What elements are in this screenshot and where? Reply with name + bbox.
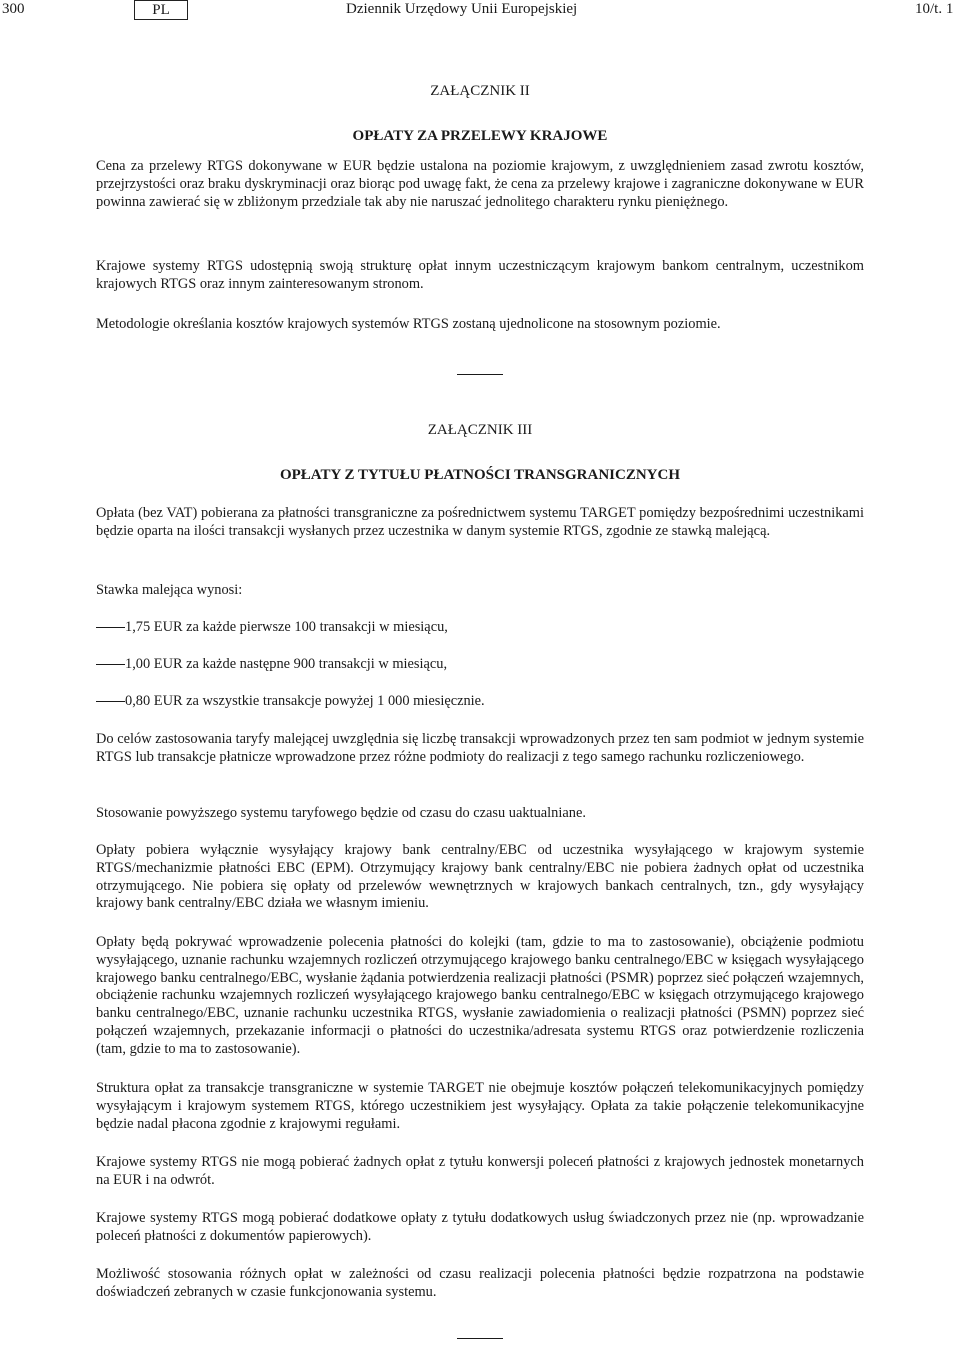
language-badge: PL <box>134 0 188 20</box>
dash-marker <box>96 701 125 702</box>
rate-list-item <box>96 692 864 710</box>
rate-list-item <box>96 655 864 673</box>
rate-text: 1,75 EUR za każde pierwsze 100 transakcji w miesiącu, <box>125 619 448 635</box>
annex-3-paragraph: Krajowe systemy RTGS mogą pobierać dodatkowe opłaty z tytułu dodatkowych usług świadczonych przez nie (np. wprowadzanie poleceń płatności z dokumentów papierowych). <box>96 1210 864 1244</box>
rate-text: 1,00 EUR za każde następne 900 transakcji w miesiącu, <box>125 656 448 672</box>
annex-2-paragraph: Cena za przelewy RTGS dokonywane w EUR będzie ustalona na poziomie krajowym, z uwzględnieniem zasad zwrotu kosztów, przejrzystości oraz braku dyskryminacji oraz biorąc pod uwagę fakt, że cena za przelewy krajowe i zagraniczne dokonywane w EUR powinna zawierać się w zbliżonym przedziale tak aby nie naruszać jednolitego charakteru rynku pieniężnego. <box>96 158 864 210</box>
annex-3-paragraph: Stosowanie powyższego systemu taryfowego będzie od czasu do czasu uaktualniane. <box>96 805 586 821</box>
annex-2-label: ZAŁĄCZNIK II <box>430 83 530 99</box>
annex-2-paragraph: Metodologie określania kosztów krajowych systemów RTGS zostaną ujednolicone na stosownym poziomie. <box>96 316 721 332</box>
page-header <box>0 0 960 22</box>
annex-3-paragraph: Struktura opłat za transakcje transgraniczne w systemie TARGET nie obejmuje kosztów połączeń telekomunikacyjnych pomiędzy wysyłającym i krajowym systemem RTGS, którego uczestnikiem jest wysyłający. Opłata za takie połączenie telekomunikacyjne będzie nadal płacona zgodnie z krajowymi regułami. <box>96 1080 864 1132</box>
section-separator <box>457 374 503 375</box>
rate-text: 0,80 EUR za wszystkie transakcje powyżej 1 000 miesięcznie. <box>125 693 485 709</box>
annex-3-title: OPŁATY Z TYTUŁU PŁATNOŚCI TRANSGRANICZNYCH <box>279 467 681 483</box>
annex-3-paragraph: Możliwość stosowania różnych opłat w zależności od czasu realizacji polecenia płatności będzie rozpatrzona na podstawie doświadczeń zebranych w czasie funkcjonowania systemu. <box>96 1266 864 1300</box>
journal-title: Dziennik Urzędowy Unii Europejskiej <box>346 1 578 17</box>
annex-3-label: ZAŁĄCZNIK III <box>427 422 533 438</box>
annex-3-paragraph: Do celów zastosowania taryfy malejącej uwzględnia się liczbę transakcji wprowadzonych przez ten sam podmiot w jednym systemie RTGS lub transakcje płatnicze wprowadzone przez różne podmioty do realizacji z tego samego rachunku rozliczeniowego. <box>96 731 864 765</box>
page-number: 300 <box>2 1 25 17</box>
rate-intro: Stawka malejąca wynosi: <box>96 582 243 598</box>
annex-3-intro: Opłata (bez VAT) pobierana za płatności transgraniczne za pośrednictwem systemu TARGET pomiędzy bezpośrednimi uczestnikami będzie oparta na ilości transakcji wysłanych przez uczestnika w danym systemie RTGS, zgodnie ze stawką malejącą. <box>96 505 864 539</box>
section-separator <box>457 1338 503 1339</box>
dash-marker <box>96 627 125 628</box>
annex-3-paragraph: Opłaty będą pokrywać wprowadzenie polecenia płatności do kolejki (tam, gdzie to ma to zastosowanie), obciążenie podmiotu wysyłającego, uznanie rachunku wzajemnych rozliczeń otrzymującego krajowego banku centralnego/EBC w księgach wysyłającego krajowego banku centralnego/EBC, wysłanie żądania potwierdzenia realizacji płatności (PSMR) poprzez sieć połączeń wzajemnych, obciążenie rachunku wzajemnych rozliczeń wysyłającego krajowego banku centralnego/EBC w księgach otrzymującego krajowego banku centralnego/EBC, uznanie rachunku uczestnika RTGS, wysłanie zawiadomienia o realizacji płatności (PSMN) poprzez sieć połączeń wzajemnych, przekazanie informacji o płatności do uczestnika/adresata systemu RTGS oraz potwierdzenie rozliczenia (tam, gdzie to ma to zastosowanie). <box>96 934 864 1057</box>
dash-marker <box>96 664 125 665</box>
annex-2-paragraph: Krajowe systemy RTGS udostępnią swoją strukturę opłat innym uczestniczącym krajowym bankom centralnym, uczestnikom krajowych RTGS oraz innym zainteresowanym stronom. <box>96 258 864 292</box>
annex-2-title: OPŁATY ZA PRZELEWY KRAJOWE <box>352 128 608 144</box>
annex-3-paragraph: Opłaty pobiera wyłącznie wysyłający krajowy bank centralny/EBC od uczestnika wysyłającego w krajowym systemie RTGS/mechanizmie płatności EBC (EPM). Otrzymujący krajowy bank centralny/EBC nie pobiera żadnych opłat od uczestnika otrzymującego. Nie pobiera się opłaty od przelewów wewnętrznych w krajowych bankach centralnych, tzn., gdy wysyłający krajowy bank centralny/EBC działa we własnym imieniu. <box>96 842 864 912</box>
annex-3-paragraph: Krajowe systemy RTGS nie mogą pobierać żadnych opłat z tytułu konwersji poleceń płatności z krajowych jednostek monetarnych na EUR i na odwrót. <box>96 1154 864 1188</box>
issue-number: 10/t. 1 <box>915 1 954 17</box>
rate-list-item <box>96 618 864 636</box>
